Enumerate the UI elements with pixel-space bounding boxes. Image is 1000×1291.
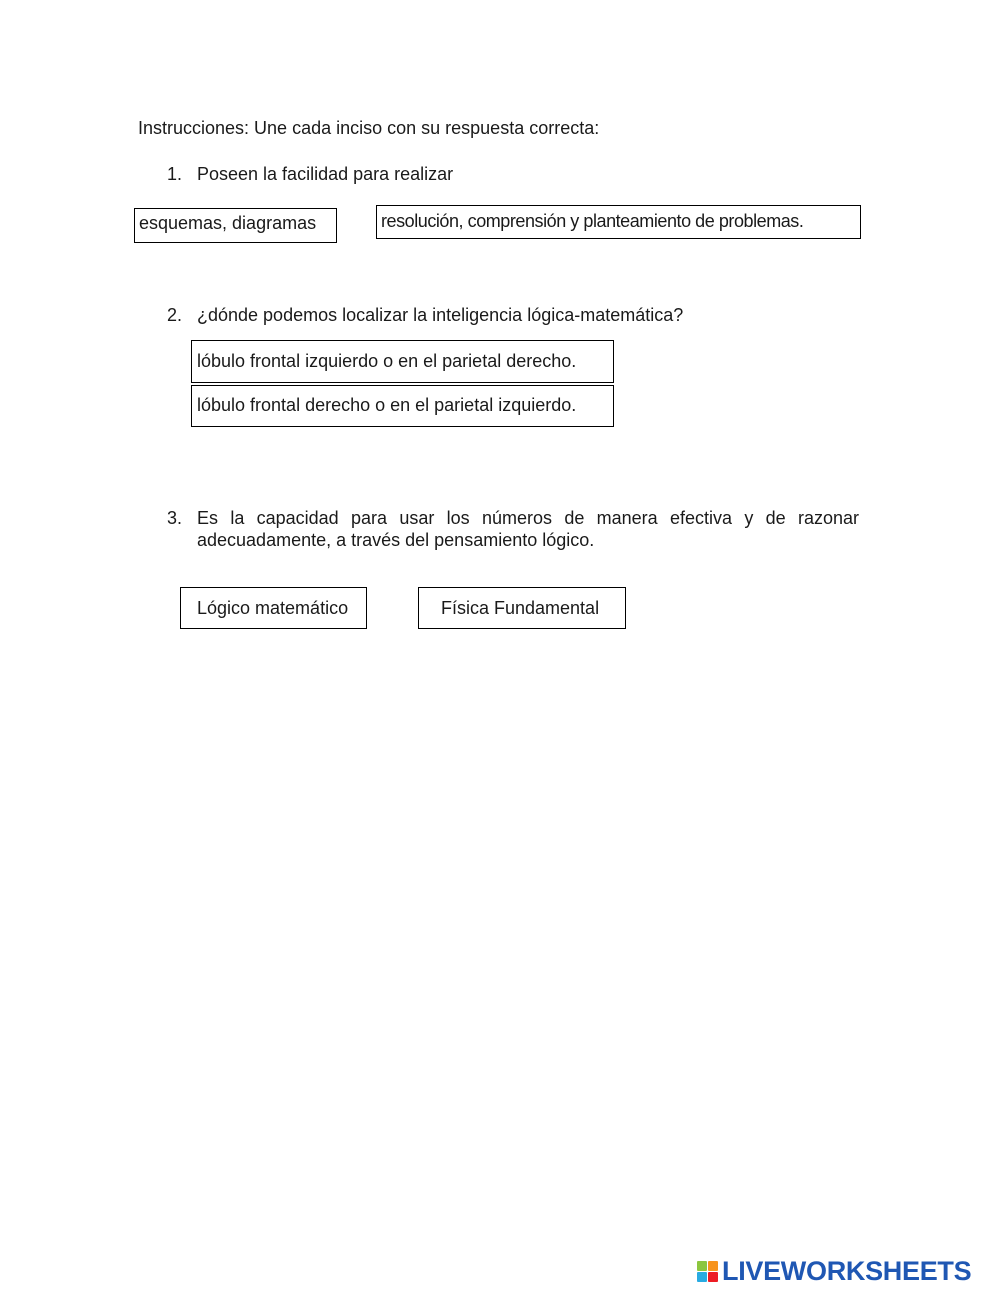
question-2-text: ¿dónde podemos localizar la inteligencia lógica-matemática? (197, 305, 684, 325)
question-2-number: 2. (167, 305, 183, 325)
q1-option-resolucion[interactable]: resolución, comprensión y planteamiento de problemas. (376, 205, 861, 239)
logo-square-l (697, 1261, 707, 1271)
q2-option-izquierdo[interactable]: lóbulo frontal izquierdo o en el parietal derecho. (191, 340, 614, 383)
logo-square-e (708, 1272, 718, 1282)
logo-icon (697, 1261, 718, 1282)
q3-option-fisica-fundamental[interactable]: Física Fundamental (418, 587, 626, 629)
q1-option-esquemas[interactable]: esquemas, diagramas (134, 208, 337, 243)
question-3-text: Es la capacidad para usar los números de manera efectiva y de razonar adecuadamente, a través del pensamiento lógico. (197, 508, 859, 550)
logo-square-i (708, 1261, 718, 1271)
question-1-number: 1. (167, 164, 183, 184)
liveworksheets-logo (697, 1256, 971, 1286)
instructions-text: Instrucciones: Une cada inciso con su respuesta correcta: (138, 118, 600, 138)
q3-option-logico-matematico[interactable]: Lógico matemático (180, 587, 367, 629)
logo-square-v (697, 1272, 707, 1282)
q2-option-derecho[interactable]: lóbulo frontal derecho o en el parietal izquierdo. (191, 385, 614, 427)
logo-text: LIVEWORKSHEETS (722, 1256, 972, 1286)
question-3-number: 3. (167, 508, 183, 528)
question-1-text: Poseen la facilidad para realizar (197, 164, 454, 184)
